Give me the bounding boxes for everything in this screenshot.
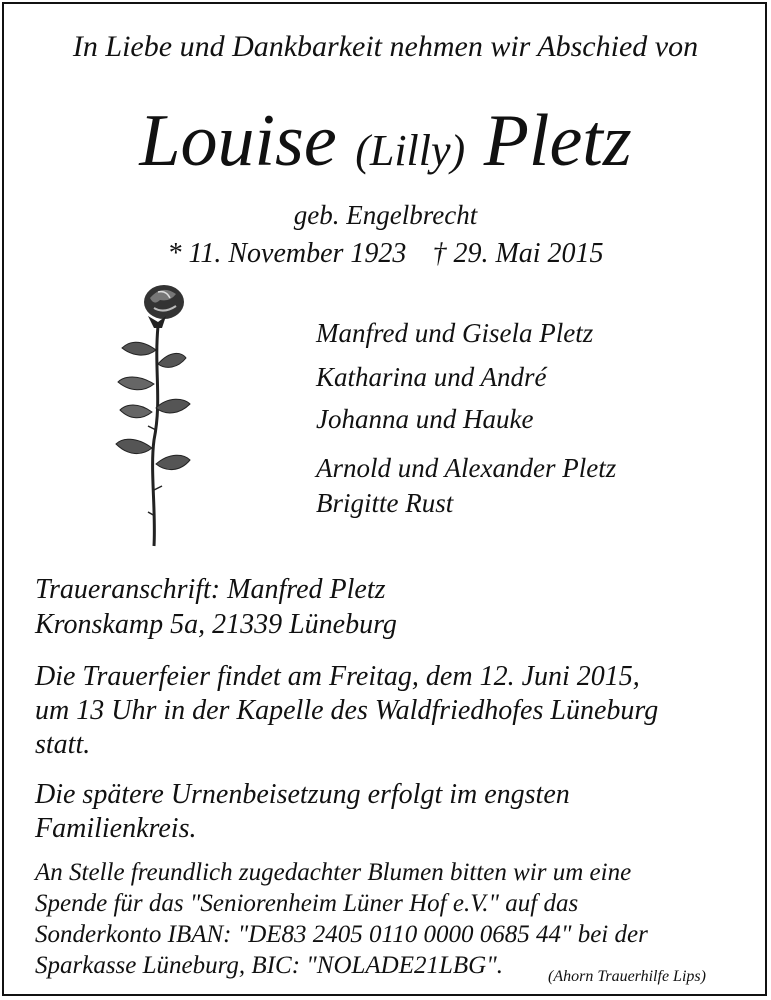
donation-line: Sonderkonto IBAN: "DE83 2405 0110 0000 0685 44" bei der: [35, 921, 648, 948]
family-member: Katharina und André: [316, 362, 547, 392]
donation-line: An Stelle freundlich zugedachter Blumen bitten wir um eine: [35, 859, 632, 886]
last-name: Pletz: [483, 100, 632, 182]
deceased-name: [0, 100, 771, 182]
ceremony-line: Die Trauerfeier findet am Freitag, dem 12. Juni 2015,: [35, 661, 640, 692]
address-line: Traueranschrift: Manfred Pletz: [35, 574, 386, 605]
urn-line: Die spätere Urnenbeisetzung erfolgt im engsten: [35, 779, 570, 810]
urn-line: Familienkreis.: [35, 813, 197, 844]
birth-name: geb. Engelbrecht: [293, 200, 478, 230]
family-member: Johanna und Hauke: [316, 404, 534, 434]
death-date: † 29. Mai 2015: [432, 238, 604, 269]
intro-line: In Liebe und Dankbarkeit nehmen wir Abschied von: [72, 30, 699, 63]
ceremony-line: statt.: [35, 729, 91, 760]
nickname: (Lilly): [355, 126, 466, 175]
funeral-home-credit: (Ahorn Trauerhilfe Lips): [548, 968, 706, 985]
first-name: Louise: [139, 100, 337, 182]
family-member: Brigitte Rust: [316, 488, 454, 518]
life-dates: [0, 238, 771, 270]
donation-line: Spende für das "Seniorenheim Lüner Hof e.V." auf das: [35, 890, 579, 917]
family-member: Arnold und Alexander Pletz: [316, 453, 617, 483]
rose-icon: [110, 280, 200, 550]
birth-date: * 11. November 1923: [167, 238, 407, 269]
ceremony-line: um 13 Uhr in der Kapelle des Waldfriedhofes Lüneburg: [35, 695, 659, 726]
family-member: Manfred und Gisela Pletz: [316, 318, 594, 348]
donation-line: Sparkasse Lüneburg, BIC: "NOLADE21LBG".: [35, 952, 503, 979]
address-line: Kronskamp 5a, 21339 Lüneburg: [35, 609, 397, 640]
